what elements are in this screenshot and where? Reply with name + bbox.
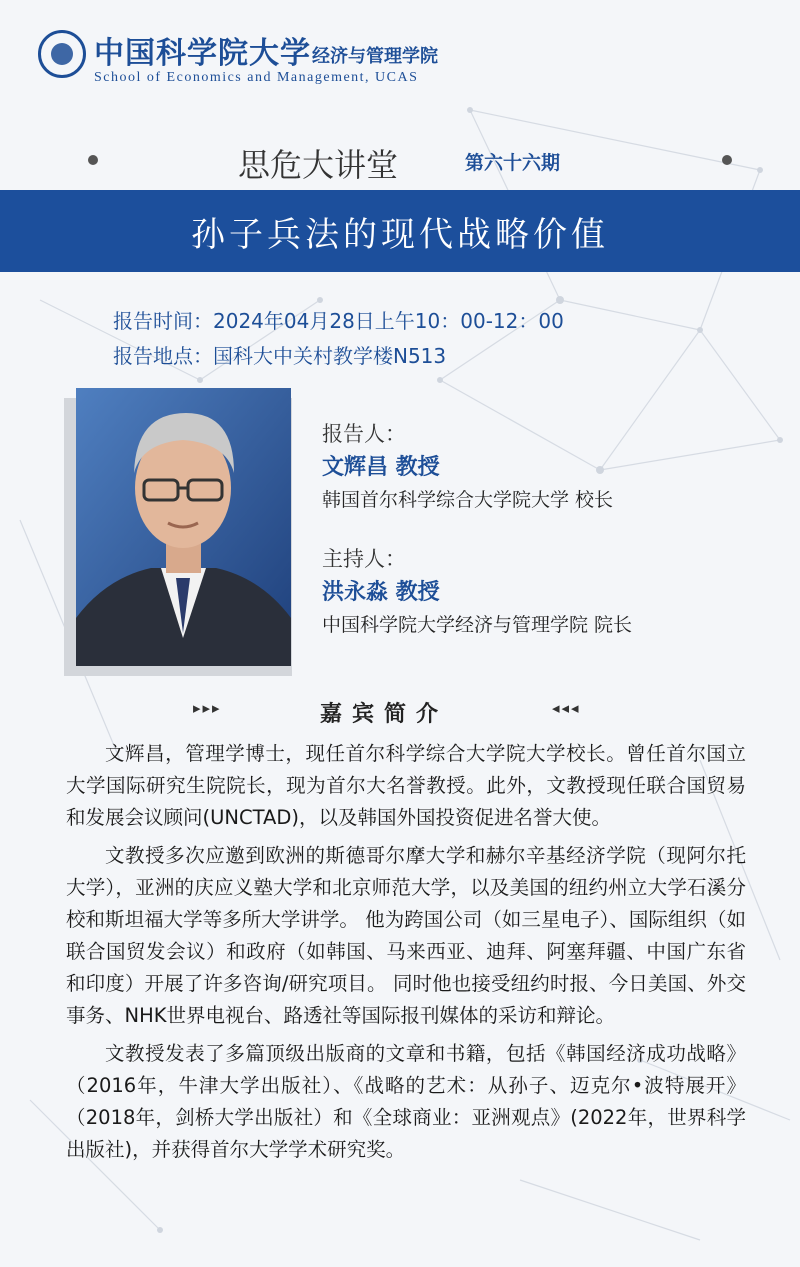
speaker-affiliation: 韩国首尔科学综合大学院大学 校长 <box>322 489 614 511</box>
bio-paragraph: 文辉昌，管理学博士，现任首尔科学综合大学院大学校长。曾任首尔国立大学国际研究生院院长，现为首尔大名誉教授。此外，文教授现任联合国贸易和发展会议顾问(UNCTAD)，以及韩国外国投资促进名誉大使。 <box>66 742 746 829</box>
speaker-label: 报告人： <box>322 422 406 446</box>
speaker-photo <box>76 388 291 666</box>
section-title: 嘉宾简介 <box>320 702 449 727</box>
series-heading <box>0 140 800 184</box>
school-name-english: School of Economics and Management, UCAS <box>94 70 419 85</box>
host-affiliation: 中国科学院大学经济与管理学院 院长 <box>322 614 633 636</box>
title-banner <box>0 190 800 272</box>
series-issue: 第六十六期 <box>465 152 561 174</box>
school-name: 经济与管理学院 <box>312 46 438 67</box>
right-arrows-icon: ◂◂◂ <box>552 699 581 717</box>
bio-paragraph: 文教授发表了多篇顶级出版商的文章和书籍，包括《韩国经济成功战略》（2016年，牛津大学出版社）、《战略的艺术：从孙子、迈克尔•波特展开》（2018年，剑桥大学出版社）和《全球商业：亚洲观点》(2022年，世界科学出版社)，并获得首尔大学学术研究奖。 <box>66 1042 746 1161</box>
lecture-place: 报告地点：国科大中关村教学楼N513 <box>113 344 447 368</box>
lecture-time: 报告时间：2024年04月28日上午10：00-12：00 <box>113 309 564 333</box>
header-logo <box>28 18 548 88</box>
bio-paragraph: 文教授多次应邀到欧洲的斯德哥尔摩大学和赫尔辛基经济学院（现阿尔托大学），亚洲的庆应义塾大学和北京师范大学，以及美国的纽约州立大学石溪分校和斯坦福大学等多所大学讲学。 他为跨国公司（如三星电子）、国际组织（如联合国贸发会议）和政府（如韩国、马来西亚、迪拜、阿塞拜疆、中国广东省和印度）开展了许多咨询/研究项目。 同时他也接受纽约时报、今日美国、外交事务、NHK世界电视台、路透社等国际报刊媒体的采访和辩论。 <box>66 844 746 1027</box>
host-label: 主持人： <box>322 547 406 571</box>
bio-section-heading <box>0 697 800 727</box>
series-name: 思危大讲堂 <box>238 146 399 184</box>
university-name: 中国科学院大学 <box>94 36 311 71</box>
speaker-name: 文辉昌 教授 <box>322 455 440 480</box>
university-seal-icon <box>38 30 86 78</box>
host-name: 洪永淼 教授 <box>322 580 440 605</box>
bio-text <box>66 738 746 1172</box>
left-arrows-icon: ▸▸▸ <box>193 699 222 717</box>
lecture-title: 孙子兵法的现代战略价值 <box>191 214 609 255</box>
